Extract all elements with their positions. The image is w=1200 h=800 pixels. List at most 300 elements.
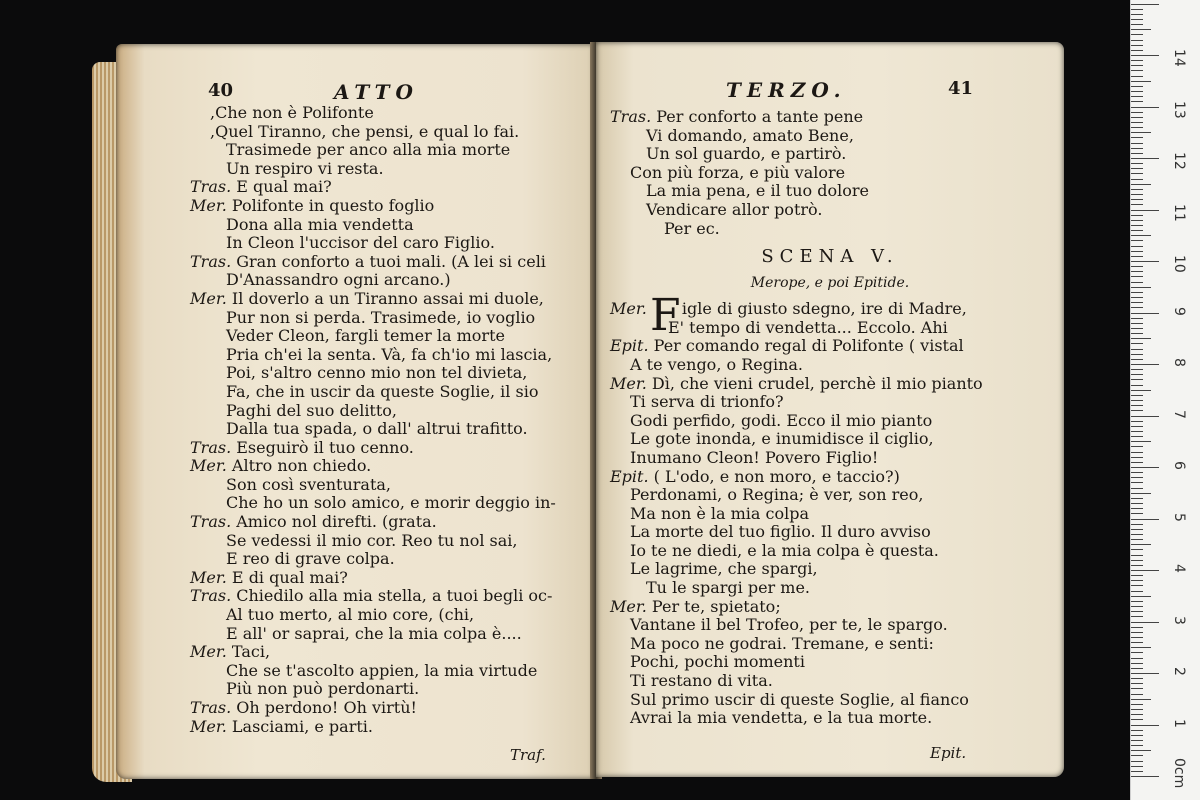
ruler-tick [1131,292,1143,293]
text-line [610,523,1050,542]
verse-text: Poi, s'altro cenno mio non tel divieta, [226,363,528,383]
text-line [610,542,1050,561]
speaker-label: Tras. [190,251,232,271]
ruler-tick [1131,24,1143,25]
text-line [190,178,556,197]
scene-characters: Merope, e poi Epitide. [750,275,910,292]
text-line [610,220,1050,239]
ruler-tick [1131,446,1143,447]
ruler-number: 1 [1171,718,1187,728]
verse-text: A te vengo, o Regina. [630,354,804,374]
catchword-left: Traf. [510,746,546,764]
verse-text: Eseguirò il tuo cenno. [236,437,414,457]
ruler-tick [1131,426,1143,427]
right-page [596,42,1064,777]
verse-text: Per te, spietato; [651,596,781,616]
speaker-label: Tras. [190,177,232,197]
ruler-tick [1131,271,1143,272]
text-line [190,513,556,532]
verse-text: Veder Cleon, fargli temer la morte [226,326,505,346]
ruler-tick [1131,395,1143,396]
ruler-tick [1131,544,1151,545]
ruler-tick [1131,673,1159,674]
ruler-tick [1131,730,1143,731]
ruler-tick [1131,318,1143,319]
ruler-tick [1131,220,1143,221]
ruler-tick [1131,601,1143,602]
text-line [610,393,1050,412]
text-line [190,383,556,402]
verse-text: Trasimede per anco alla mia morte [226,140,511,160]
ruler-tick [1131,173,1143,174]
ruler-tick [1131,482,1143,483]
ruler-tick [1131,96,1143,97]
ruler-tick [1131,19,1143,20]
page-number-right: 41 [948,78,974,99]
verse-text: Sul primo uscir di queste Soglie, al fianco [630,689,969,709]
ruler-tick [1131,34,1143,35]
ruler-tick [1131,771,1143,772]
text-line [190,457,556,476]
text-line [610,653,1050,672]
ruler-tick [1131,107,1159,108]
speaker-label: Mer. [190,567,227,587]
ruler-tick [1131,513,1143,514]
verse-text: La mia pena, e il tuo dolore [646,181,869,201]
ruler-tick [1131,493,1151,494]
verse-text: Lasciami, e parti. [231,716,373,736]
text-line [610,108,1050,127]
ruler-number: 14 [1171,49,1187,67]
verse-text: E reo di grave colpa. [226,549,395,569]
ruler-tick [1131,122,1143,123]
ruler-number: 8 [1171,358,1187,367]
ruler-tick [1131,488,1143,489]
text-line [190,253,556,272]
ruler-tick [1131,45,1143,46]
verse-text: Polifonte in questo foglio [231,195,435,215]
ruler-tick [1131,215,1143,216]
ruler-tick [1131,343,1143,344]
ruler-tick [1131,585,1143,586]
verse-text: E' tempo di vendetta... Eccolo. Ahi [668,317,948,337]
text-line [190,123,556,142]
verse-text: Al tuo merto, al mio core, (chi, [226,605,475,625]
verse-text: Chiedilo alla mia stella, a tuoi begli oc- [236,586,553,606]
ruler-tick [1131,457,1143,458]
text-line [190,625,556,644]
text-line [610,486,1050,505]
text-line [190,587,556,606]
ruler-tick [1131,132,1151,133]
ruler-tick [1131,709,1143,710]
ruler-tick [1131,29,1151,30]
ruler-tick [1131,740,1143,741]
ruler-tick [1131,591,1143,592]
ruler-tick [1131,385,1143,386]
ruler-tick [1131,379,1143,380]
ruler-tick [1131,143,1143,144]
verse-text: Un sol guardo, e partirò. [646,144,847,164]
text-line [610,201,1050,220]
ruler-number: 9 [1171,306,1187,316]
ruler-tick [1131,745,1143,746]
verse-text: Che ho un solo amico, e morir deggio in- [226,493,556,513]
ruler-tick [1131,410,1143,411]
catchword-right: Epit. [930,744,967,762]
text-line [190,104,556,123]
ruler-tick [1131,632,1143,633]
text-line [610,635,1050,654]
verse-text: Pria ch'ei la senta. Và, fa ch'io mi lascia, [226,344,553,364]
ruler-tick [1131,534,1143,535]
speaker-label: Mer. [190,642,227,662]
ruler-tick [1131,467,1159,468]
left-text-block [190,104,556,736]
speaker-label: Mer. [610,596,647,616]
verse-text: Taci, [231,642,271,662]
ruler-tick [1131,153,1143,154]
ruler-tick [1131,307,1143,308]
verse-text: Dalla tua spada, o dall' altrui trafitto. [226,419,528,439]
verse-text: Godi perfido, godi. Ecco il mio pianto [630,410,933,430]
ruler-tick [1131,117,1143,118]
ruler-tick [1131,503,1143,504]
ruler-tick [1131,539,1143,540]
ruler-tick [1131,168,1143,169]
ruler-tick [1131,194,1143,195]
ruler-tick [1131,369,1143,370]
text-line [190,364,556,383]
running-head-left: ATTO [334,80,419,104]
ruler-tick [1131,282,1143,283]
ruler-number: 3 [1171,615,1187,625]
open-book [84,24,1074,794]
verse-text: La morte del tuo figlio. Il duro avviso [630,522,931,542]
text-line [610,127,1050,146]
ruler-tick [1131,225,1143,226]
text-line [190,402,556,421]
ruler-tick [1131,9,1143,10]
text-line [610,468,1050,487]
ruler-tick [1131,683,1143,684]
ruler-tick [1131,266,1143,267]
text-line [610,356,1050,375]
text-line [610,145,1050,164]
ruler-tick [1131,287,1151,288]
text-line [190,680,556,699]
ruler-tick [1131,184,1151,185]
ruler-tick [1131,658,1143,659]
verse-text: Inumano Cleon! Povero Figlio! [630,447,879,467]
text-line [190,699,556,718]
ruler-number: 5 [1171,512,1187,522]
ruler-tick [1131,596,1151,597]
ruler-tick [1131,555,1143,556]
ruler-tick [1131,76,1143,77]
ruler-tick [1131,328,1143,329]
ruler-tick [1131,627,1143,628]
ruler-tick [1131,452,1143,453]
ruler-tick [1131,246,1143,247]
ruler-tick [1131,400,1143,401]
ruler-tick [1131,230,1143,231]
running-head-right: TERZO. [726,78,847,102]
verse-text: Un respiro vi resta. [226,158,384,178]
ruler-tick [1131,699,1151,700]
ruler-tick [1131,251,1143,252]
ruler-tick [1131,40,1143,41]
verse-text: Pochi, pochi momenti [630,652,805,672]
ruler-number: 11 [1171,203,1187,222]
text-line [610,579,1050,598]
ruler-tick [1131,405,1143,406]
ruler-tick [1131,359,1143,360]
text-line [190,476,556,495]
ruler-tick [1131,137,1143,138]
ruler-tick [1131,55,1159,56]
ruler-tick [1131,441,1151,442]
ruler-tick [1131,616,1143,617]
ruler-tick [1131,86,1143,87]
ruler-tick [1131,622,1159,623]
speaker-label: Tras. [190,512,232,532]
verse-text: Oh perdono! Oh virtù! [236,698,417,717]
ruler-tick [1131,524,1143,525]
ruler-tick [1131,60,1143,61]
ruler-tick [1131,416,1159,417]
text-line [190,216,556,235]
verse-text: E all' or saprai, che la mia colpa è.... [226,623,522,643]
left-page [116,44,594,779]
verse-text: Le gote inonda, e inumidisce il ciglio, [630,429,934,449]
ruler-tick [1131,560,1143,561]
text-line [610,505,1050,524]
verse-text: Tu le spargi per me. [646,578,810,598]
verse-text: Perdonami, o Regina; è ver, son reo, [630,485,924,505]
ruler-tick [1131,642,1143,643]
verse-text: Son così sventurata, [226,474,391,494]
ruler-tick [1131,148,1143,149]
verse-text: Per ec. [664,218,720,238]
verse-text: Ti restano di vita. [630,671,773,691]
ruler-tick [1131,297,1143,298]
verse-text: Con più forza, e più valore [630,162,846,182]
page-number-left: 40 [208,80,234,101]
ruler-tick [1131,256,1143,257]
text-line [610,560,1050,579]
ruler-tick [1131,313,1159,314]
verse-text: Ti serva di trionfo? [630,392,784,412]
ruler-tick [1131,158,1159,159]
ruler-tick [1131,189,1143,190]
ruler-tick [1131,91,1143,92]
ruler-tick [1131,570,1159,571]
ruler-tick [1131,199,1143,200]
ruler-tick [1131,565,1143,566]
ruler-tick [1131,678,1143,679]
ruler-tick [1131,333,1143,334]
text-line [610,375,1050,394]
verse-text: Io te ne diedi, e la mia colpa è questa. [630,540,939,560]
ruler-number: 0cm [1171,758,1187,789]
verse-text: In Cleon l'uccisor del caro Figlio. [226,233,495,253]
text-line [190,662,556,681]
speaker-label: Tras. [190,437,232,457]
ruler-number: 13 [1171,100,1187,119]
ruler-tick [1131,761,1143,762]
verse-text: E qual mai? [236,177,332,197]
speaker-label: Epit. [610,466,649,486]
speaker-label: Tras. [610,107,652,126]
verse-text: Vi domando, amato Bene, [646,125,854,145]
measurement-ruler [1130,0,1200,800]
verse-text: Pur non si perda. Trasimede, io voglio [226,307,536,327]
verse-text: Avrai la mia vendetta, e la tua morte. [630,708,933,728]
ruler-number: 6 [1171,461,1187,470]
ruler-tick [1131,637,1143,638]
verse-text: Ma non è la mia colpa [630,503,810,523]
ruler-tick [1131,714,1143,715]
ruler-tick [1131,338,1151,339]
text-line [190,550,556,569]
verse-text: ,Quel Tiranno, che pensi, e qual lo fai. [210,121,520,141]
dropcap-letter: F [650,290,681,342]
ruler-tick [1131,235,1151,236]
verse-text: Ma poco ne godrai. Tremane, e senti: [630,633,934,653]
text-line [610,672,1050,691]
ruler-tick [1131,436,1143,437]
ruler-tick [1131,112,1143,113]
ruler-tick [1131,529,1143,530]
ruler-tick [1131,668,1143,669]
verse-text: Fa, che in uscir da queste Soglie, il sio [226,381,539,401]
text-line [190,309,556,328]
verse-text: D'Anassandro ogni arcano.) [226,270,451,290]
verse-text: Che se t'ascolto appien, la mia virtude [226,660,538,680]
text-line [190,569,556,588]
ruler-tick [1131,462,1143,463]
verse-text: Gran conforto a tuoi mali. (A lei si celi [236,251,546,271]
verse-text: Più non può perdonarti. [226,679,420,699]
text-line [190,606,556,625]
text-line [190,532,556,551]
verse-text: Per conforto a tante pene [656,107,864,126]
text-line [190,327,556,346]
ruler-tick [1131,472,1143,473]
text-line [610,598,1050,617]
right-text-block [610,108,1050,728]
text-line [610,691,1050,710]
verse-text: Il doverlo a un Tiranno assai mi duole, [231,288,544,308]
text-line [190,234,556,253]
text-line [190,141,556,160]
text-line [190,197,556,216]
speaker-label: Mer. [610,373,647,393]
ruler-tick [1131,735,1143,736]
ruler-tick [1131,50,1143,51]
text-line [610,709,1050,728]
ruler-tick [1131,575,1143,576]
ruler-tick [1131,14,1143,15]
ruler-tick [1131,725,1159,726]
verse-text: E di qual mai? [231,567,348,587]
speaker-label: Tras. [190,698,232,717]
ruler-tick [1131,204,1143,205]
speaker-label: Mer. [190,288,227,308]
ruler-tick [1131,580,1143,581]
ruler-tick [1131,498,1143,499]
ruler-tick [1131,276,1143,277]
ruler-tick [1131,240,1143,241]
ruler-tick [1131,374,1143,375]
ruler-tick [1131,549,1143,550]
ruler-tick [1131,606,1143,607]
ruler-tick [1131,508,1143,509]
text-line [190,718,556,737]
ruler-number: 4 [1171,564,1187,573]
ruler-tick [1131,65,1143,66]
ruler-tick [1131,694,1143,695]
ruler-tick [1131,81,1151,82]
verse-text: ( L'odo, e non moro, e taccio?) [653,466,900,486]
text-line [190,290,556,309]
verse-text: Dì, che vieni crudel, perchè il mio pianto [651,373,983,393]
ruler-tick [1131,421,1143,422]
ruler-tick [1131,354,1143,355]
verse-text: Le lagrime, che spargi, [630,559,818,579]
ruler-tick [1131,477,1143,478]
ruler-tick [1131,163,1143,164]
ruler-tick [1131,776,1159,777]
ruler-tick [1131,431,1143,432]
ruler-tick [1131,323,1143,324]
ruler-tick [1131,755,1143,756]
verse-text: ,Che non è Polifonte [210,103,374,122]
text-line [190,439,556,458]
text-line [190,160,556,179]
ruler-tick [1131,611,1143,612]
text-line [610,412,1050,431]
verse-text: Vantane il bel Trofeo, per te, le spargo. [630,615,948,635]
text-line [610,616,1050,635]
ruler-tick [1131,101,1143,102]
speaker-label: Mer. [190,456,227,476]
ruler-tick [1131,688,1143,689]
speaker-label: Mer. [610,299,647,319]
speaker-label: Mer. [190,716,227,736]
ruler-tick [1131,349,1143,350]
ruler-tick [1131,127,1143,128]
speaker-label: Tras. [190,586,232,606]
ruler-tick [1131,302,1143,303]
ruler-tick [1131,70,1143,71]
ruler-number: 10 [1171,255,1187,273]
verse-text: Se vedessi il mio cor. Reo tu nol sai, [226,530,518,550]
ruler-tick [1131,704,1143,705]
ruler-number: 7 [1171,409,1187,419]
text-line [190,643,556,662]
text-line [610,164,1050,183]
ruler-tick [1131,719,1143,720]
text-line [610,449,1050,468]
ruler-tick [1131,647,1151,648]
text-line [610,182,1050,201]
ruler-tick [1131,179,1143,180]
verse-text: Altro non chiedo. [231,456,372,476]
ruler-tick [1131,4,1159,5]
ruler-number: 2 [1171,667,1187,676]
